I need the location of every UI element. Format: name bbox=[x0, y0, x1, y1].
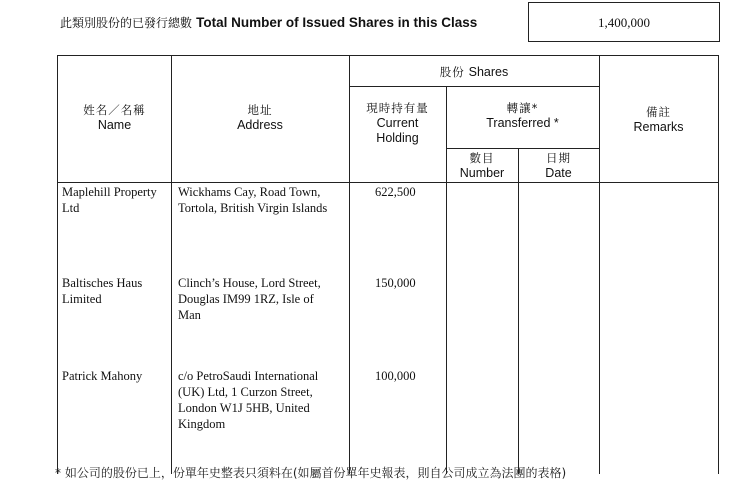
col-header-name bbox=[58, 103, 171, 133]
col-header-transferred-en: Transferred * bbox=[486, 116, 559, 130]
col-header-address-en: Address bbox=[237, 118, 283, 132]
col-header-date-en: Date bbox=[545, 166, 572, 180]
row-2-name bbox=[62, 275, 142, 307]
col-header-remarks-en: Remarks bbox=[633, 120, 684, 134]
col-header-current-holding bbox=[349, 101, 446, 146]
total-issued-shares-value: 1,400,000 bbox=[528, 2, 720, 42]
row-3-address-line-4: Kingdom bbox=[178, 417, 226, 431]
col-header-number-en: Number bbox=[459, 166, 505, 180]
row-3-current-holding: 100,000 bbox=[375, 369, 416, 383]
row-1-address-line-2: Tortola, British Virgin Islands bbox=[178, 201, 328, 215]
row-1-address-line-1: Wickhams Cay, Road Town, bbox=[178, 185, 321, 199]
row-1-name-line-2: Ltd bbox=[62, 201, 80, 215]
col-header-remarks bbox=[599, 105, 718, 135]
shareholders-table bbox=[57, 55, 719, 474]
col-header-address bbox=[171, 103, 349, 133]
total-issued-label-en: Total Number of Issued Shares in this Class bbox=[196, 15, 478, 30]
col-header-name-zh: 姓名／名稱 bbox=[83, 103, 146, 117]
group-header-shares-zh: 股份 bbox=[439, 65, 465, 79]
col-header-current-zh: 現時持有量 bbox=[366, 101, 429, 115]
row-1-name bbox=[62, 184, 157, 216]
row-2-name-line-1: Baltisches Haus bbox=[62, 276, 143, 290]
row-1-address bbox=[178, 184, 327, 216]
total-issued-shares-label bbox=[60, 14, 477, 31]
col-header-address-zh: 地址 bbox=[247, 103, 273, 117]
row-2-address bbox=[178, 275, 321, 323]
row-1-current-holding: 622,500 bbox=[375, 185, 416, 199]
divider bbox=[446, 86, 447, 474]
col-header-date bbox=[518, 151, 599, 181]
footnote: * 如公司的股份已上，份單年史整表只須料在(如屬首份單年史報表，則自公司成立為法團的表格) bbox=[55, 466, 567, 480]
row-2-address-line-2: Douglas IM99 1RZ, Isle of bbox=[178, 292, 314, 306]
row-3-address bbox=[178, 368, 318, 432]
row-1-name-line-1: Maplehill Property bbox=[62, 185, 157, 199]
col-header-name-en: Name bbox=[97, 118, 132, 132]
row-2-address-line-1: Clinch’s House, Lord Street, bbox=[178, 276, 321, 290]
row-2-address-line-3: Man bbox=[178, 308, 201, 322]
total-issued-label-zh: 此類別股份的已發行總數 bbox=[60, 16, 193, 30]
col-header-transferred-zh: 轉讓* bbox=[506, 101, 539, 115]
col-header-number-zh: 數目 bbox=[469, 151, 495, 165]
group-header-shares-en: Shares bbox=[468, 65, 509, 79]
row-3-name-line-1: Patrick Mahony bbox=[62, 369, 143, 383]
divider bbox=[446, 148, 599, 149]
group-header-shares bbox=[349, 65, 599, 80]
col-header-number bbox=[446, 151, 518, 181]
divider bbox=[349, 86, 599, 87]
row-2-name-line-2: Limited bbox=[62, 292, 102, 306]
row-3-address-line-3: London W1J 5HB, United bbox=[178, 401, 310, 415]
col-header-remarks-zh: 備註 bbox=[646, 105, 671, 119]
divider bbox=[518, 148, 519, 474]
row-3-address-line-1: c/o PetroSaudi International bbox=[178, 369, 319, 383]
row-3-name bbox=[62, 368, 142, 384]
col-header-date-zh: 日期 bbox=[546, 151, 571, 165]
row-3-address-line-2: (UK) Ltd, 1 Curzon Street, bbox=[178, 385, 313, 399]
row-2-current-holding: 150,000 bbox=[375, 276, 416, 290]
col-header-current-en-2: Holding bbox=[376, 131, 419, 145]
col-header-transferred bbox=[446, 101, 599, 131]
col-header-current-en-1: Current bbox=[376, 116, 419, 130]
divider bbox=[58, 182, 718, 183]
